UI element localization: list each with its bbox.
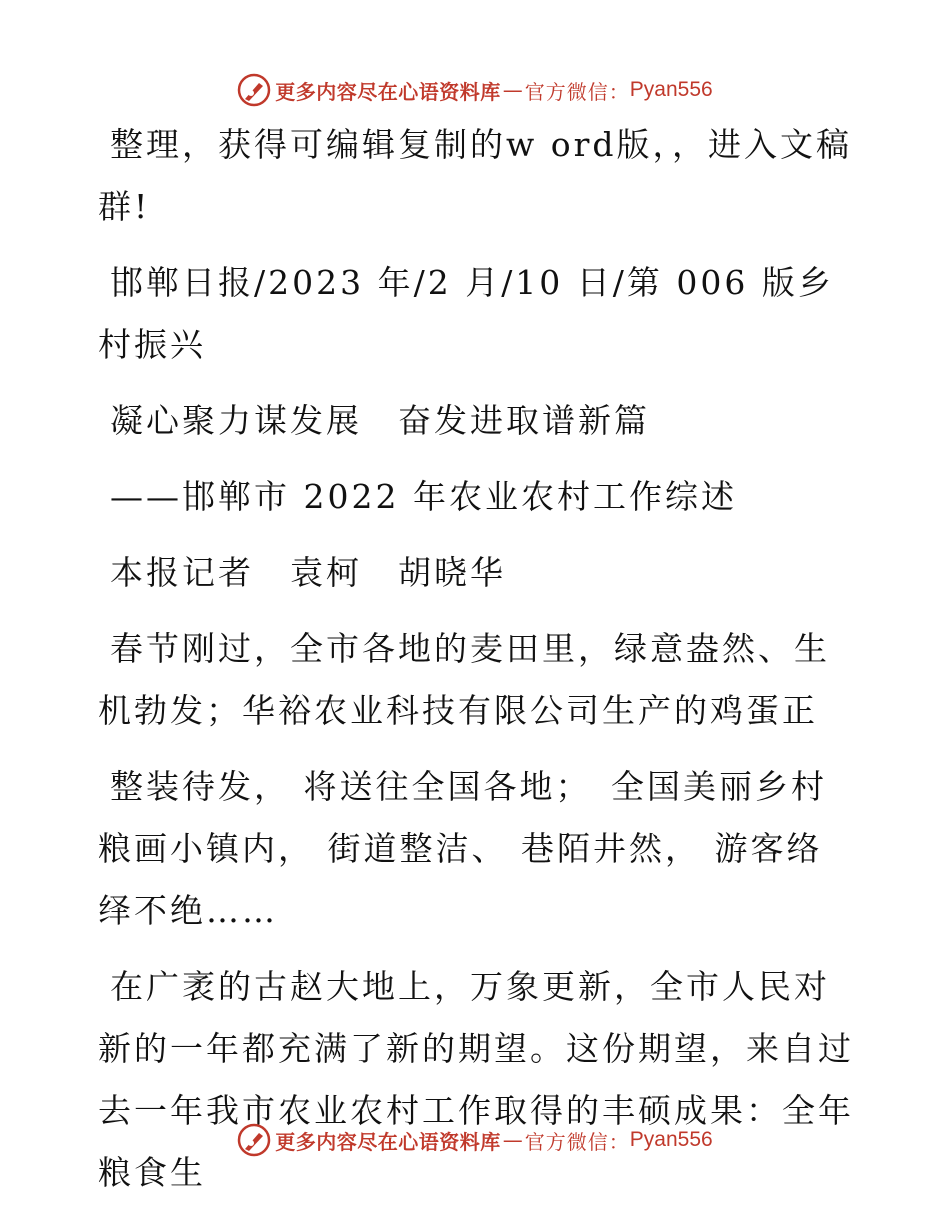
paragraph-intro: 整理，获得可编辑复制的w ord版，，进入文稿群! [98, 125, 853, 226]
paragraph-body-1: 春节刚过，全市各地的麦田里，绿意盎然、生机勃发；华裕农业科技有限公司生产的鸡蛋正 [98, 629, 830, 730]
document-body [98, 114, 858, 1204]
banner-dash: — [502, 1128, 523, 1152]
paragraph-source: 邯郸日报/2023 年/2 月/10 日/第 006 版乡村振兴 [98, 263, 834, 364]
header-banner [0, 70, 950, 110]
banner-wechat-id: Pyan556 [629, 78, 713, 101]
pen-logo-icon [237, 1123, 271, 1157]
article-subtitle: ——邯郸市 2022 年农业农村工作综述 [110, 477, 737, 516]
paragraph-body-3: 在广袤的古赵大地上，万象更新，全市人民对新的一年都充满了新的期望。这份期望，来自过去一年我市农业农村工作取得的丰硕成果：全年粮食生 [98, 967, 854, 1192]
banner-site-text: 更多内容尽在心语资料库 [275, 79, 501, 104]
article-title: 凝心聚力谋发展 奋发进取谱新篇 [110, 401, 650, 440]
banner-wechat-label: 官方微信： [524, 1129, 630, 1154]
banner-site-text: 更多内容尽在心语资料库 [275, 1129, 501, 1154]
paragraph-body-2: 整装待发， 将送往全国各地； 全国美丽乡村粮画小镇内， 街道整洁、 巷陌井然， 游客络绎不绝…… [98, 767, 827, 930]
pen-logo-icon [237, 73, 271, 107]
banner-dash: — [502, 78, 523, 102]
article-byline: 本报记者 袁柯 胡晓华 [110, 553, 506, 592]
banner-wechat-id: Pyan556 [629, 1128, 713, 1151]
banner-wechat-label: 官方微信： [524, 79, 630, 104]
footer-banner [0, 1120, 950, 1160]
